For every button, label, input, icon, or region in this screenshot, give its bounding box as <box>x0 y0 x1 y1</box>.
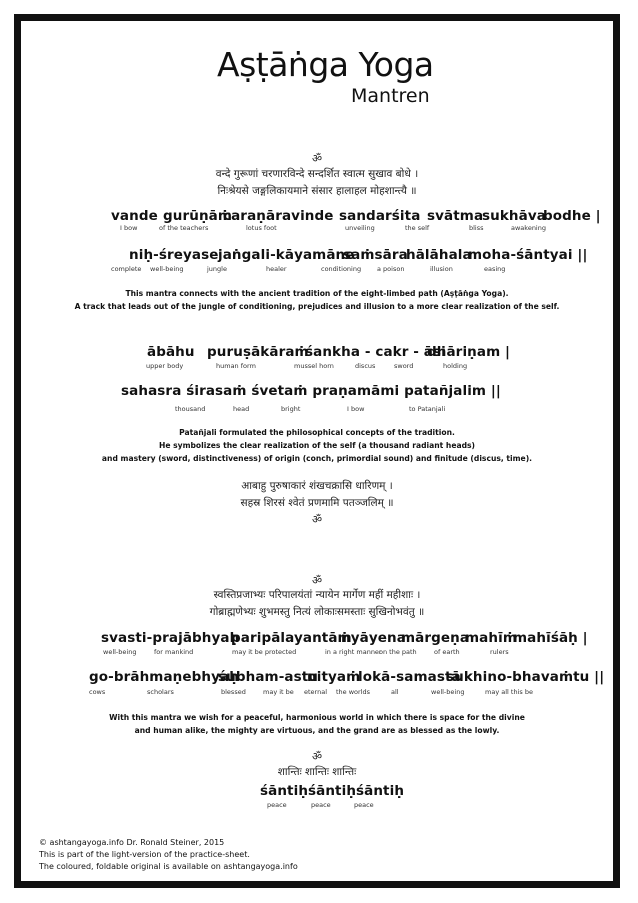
devanagari-line: निःश्रेयसे जङ्गलिकायमाने संसार हालाहल मोहशान्त्यै ॥ <box>217 185 417 197</box>
gloss: all <box>391 688 399 696</box>
translit-word: sandarśita <box>339 208 421 224</box>
gloss: well-being <box>431 688 465 696</box>
gloss: blessed <box>221 688 246 696</box>
translit-word: vande <box>111 208 158 224</box>
gloss: upper body <box>146 362 184 370</box>
translit-word: sukhāva <box>482 208 546 224</box>
gloss: peace <box>354 801 374 809</box>
gloss: the self <box>405 224 430 232</box>
gloss: complete <box>111 265 142 273</box>
translit-word: dhāriṇam | <box>427 344 511 360</box>
gloss: easing <box>484 265 506 273</box>
translit-word: śāntiḥ <box>260 783 309 799</box>
gloss: to Patanjali <box>409 405 446 413</box>
devanagari-line: शान्तिः शान्तिः शान्तिः <box>277 766 357 778</box>
devanagari-line: सहस्र शिरसं श्वेतं प्रणमामि पतञ्जलिम् ॥ <box>240 497 394 509</box>
gloss: may it be protected <box>232 648 297 656</box>
translit-line: sahasra śirasaṁ śvetaṁ praṇamāmi patañjalim || <box>121 383 501 399</box>
description-text: and human alike, the mighty are virtuous, and the grand are as blessed as the lowly. <box>134 726 500 735</box>
translit-word: hālāhala <box>406 247 472 263</box>
translit-word: jaṅgali-kāyamāne <box>218 247 355 263</box>
translit-word: paripālayantāṁ <box>231 630 352 646</box>
gloss: illusion <box>430 265 453 273</box>
footer-note: The coloured, foldable original is available on ashtangayoga.info <box>39 862 298 871</box>
description-text: and mastery (sword, distinctiveness) of origin (conch, primordial sound) and finitude (discus, time). <box>101 454 533 463</box>
translit-word: ābāhu <box>147 344 195 360</box>
translit-word: mahīṁ <box>465 630 517 646</box>
gloss: cows <box>89 688 106 696</box>
devanagari-line: आबाहु पुरुषाकारं शंखचक्रासि धारिणम् । <box>241 480 393 492</box>
translit-word: puruṣākāraṁ <box>207 344 309 360</box>
translit-word: gurūṇāṁ <box>163 208 233 224</box>
translit-word: bodhe | <box>543 208 601 224</box>
devanagari-line: वन्दे गुरूणां चरणारविन्दे सन्दर्शित स्वात्म सुखाव बोधे । <box>215 168 419 180</box>
translit-word: nyāyena <box>341 630 406 646</box>
gloss: conditioning <box>321 265 362 273</box>
gloss: healer <box>266 265 287 273</box>
om-symbol: ॐ <box>311 574 323 587</box>
gloss: rulers <box>490 648 509 656</box>
translit-word: svasti-prajābhyaḥ <box>101 630 240 646</box>
translit-word: mārgeṇa <box>401 630 470 646</box>
description-text: A track that leads out of the jungle of conditioning, prejudices and illusion to a more clear realization of the self. <box>74 302 560 311</box>
description-text: With this mantra we wish for a peaceful, harmonious world in which there is space for the divine <box>109 713 525 722</box>
footer-copyright: © ashtangayoga.info Dr. Ronald Steiner, 2015 <box>39 838 225 847</box>
translit-word: saṁsāra <box>343 247 408 263</box>
description-text: He symbolizes the clear realization of the self (a thousand radiant heads) <box>158 441 476 450</box>
page-title: Aṣṭāṅga Yoga <box>217 45 434 84</box>
translit-word: sukhino-bhavaṁtu || <box>446 669 605 685</box>
translit-word: śāntiḥ <box>308 783 357 799</box>
gloss: bliss <box>469 224 484 232</box>
gloss: in a right manner <box>325 648 382 656</box>
translit-word: niḥ-śreyase <box>129 247 219 263</box>
gloss: bright <box>281 405 301 413</box>
gloss: eternal <box>304 688 328 696</box>
om-symbol: ॐ <box>311 513 323 526</box>
translit-word: śubham-astu <box>218 669 319 685</box>
gloss: I bow <box>120 224 138 232</box>
gloss: may all this be <box>485 688 533 696</box>
gloss: lotus foot <box>246 224 277 232</box>
gloss: peace <box>311 801 331 809</box>
gloss: I bow <box>347 405 365 413</box>
description-text: This mantra connects with the ancient tradition of the eight-limbed path (Aṣṭāṅga Yoga). <box>125 289 509 298</box>
translit-word: caraṇāravinde <box>223 208 334 224</box>
gloss: peace <box>267 801 287 809</box>
gloss: scholars <box>147 688 174 696</box>
gloss: discus <box>355 362 376 370</box>
gloss: well-being <box>103 648 137 656</box>
translit-word: svātma <box>427 208 484 224</box>
page-subtitle: Mantren <box>351 85 430 107</box>
translit-word: nityaṁ <box>307 669 361 685</box>
gloss: for mankind <box>154 648 194 656</box>
gloss: awakening <box>511 224 546 232</box>
gloss: may it be <box>263 688 294 696</box>
translit-word: mahīśāḥ | <box>513 630 588 646</box>
translit-word: lokā-samastā <box>358 669 461 685</box>
gloss: of earth <box>434 648 460 656</box>
gloss: mussel horn <box>294 362 334 370</box>
om-symbol: ॐ <box>311 152 323 165</box>
translit-word: śāntiḥ <box>356 783 405 799</box>
gloss: thousand <box>175 405 206 413</box>
translit-word: moha-śāntyai || <box>468 247 588 263</box>
devanagari-line: स्वस्तिप्रजाभ्यः परिपालयंतां न्यायेन मार्गेण महीं महीशाः । <box>213 589 421 601</box>
gloss: jungle <box>207 265 227 273</box>
description-text: Patañjali formulated the philosophical concepts of the tradition. <box>179 428 455 437</box>
gloss: unveiling <box>345 224 375 232</box>
gloss: sword <box>394 362 414 370</box>
gloss: of the teachers <box>159 224 209 232</box>
gloss: well-being <box>150 265 184 273</box>
translit-word: go-brāhmaṇebhyaḥ <box>89 669 239 685</box>
gloss: head <box>233 405 250 413</box>
gloss: holding <box>443 362 468 370</box>
gloss: on the path <box>379 648 417 656</box>
om-symbol: ॐ <box>311 750 323 763</box>
gloss: a poison <box>377 265 405 273</box>
page-frame <box>14 14 620 888</box>
gloss: human form <box>216 362 256 370</box>
translit-word: śankha - cakr - āsi <box>305 344 446 360</box>
footer-note: This is part of the light-version of the practice-sheet. <box>39 850 250 859</box>
gloss: the worlds <box>336 688 371 696</box>
devanagari-line: गोब्राह्मणेभ्यः शुभमस्तु नित्यं लोकाःसमस्ताः सुखिनोभवंतु ॥ <box>209 606 425 618</box>
